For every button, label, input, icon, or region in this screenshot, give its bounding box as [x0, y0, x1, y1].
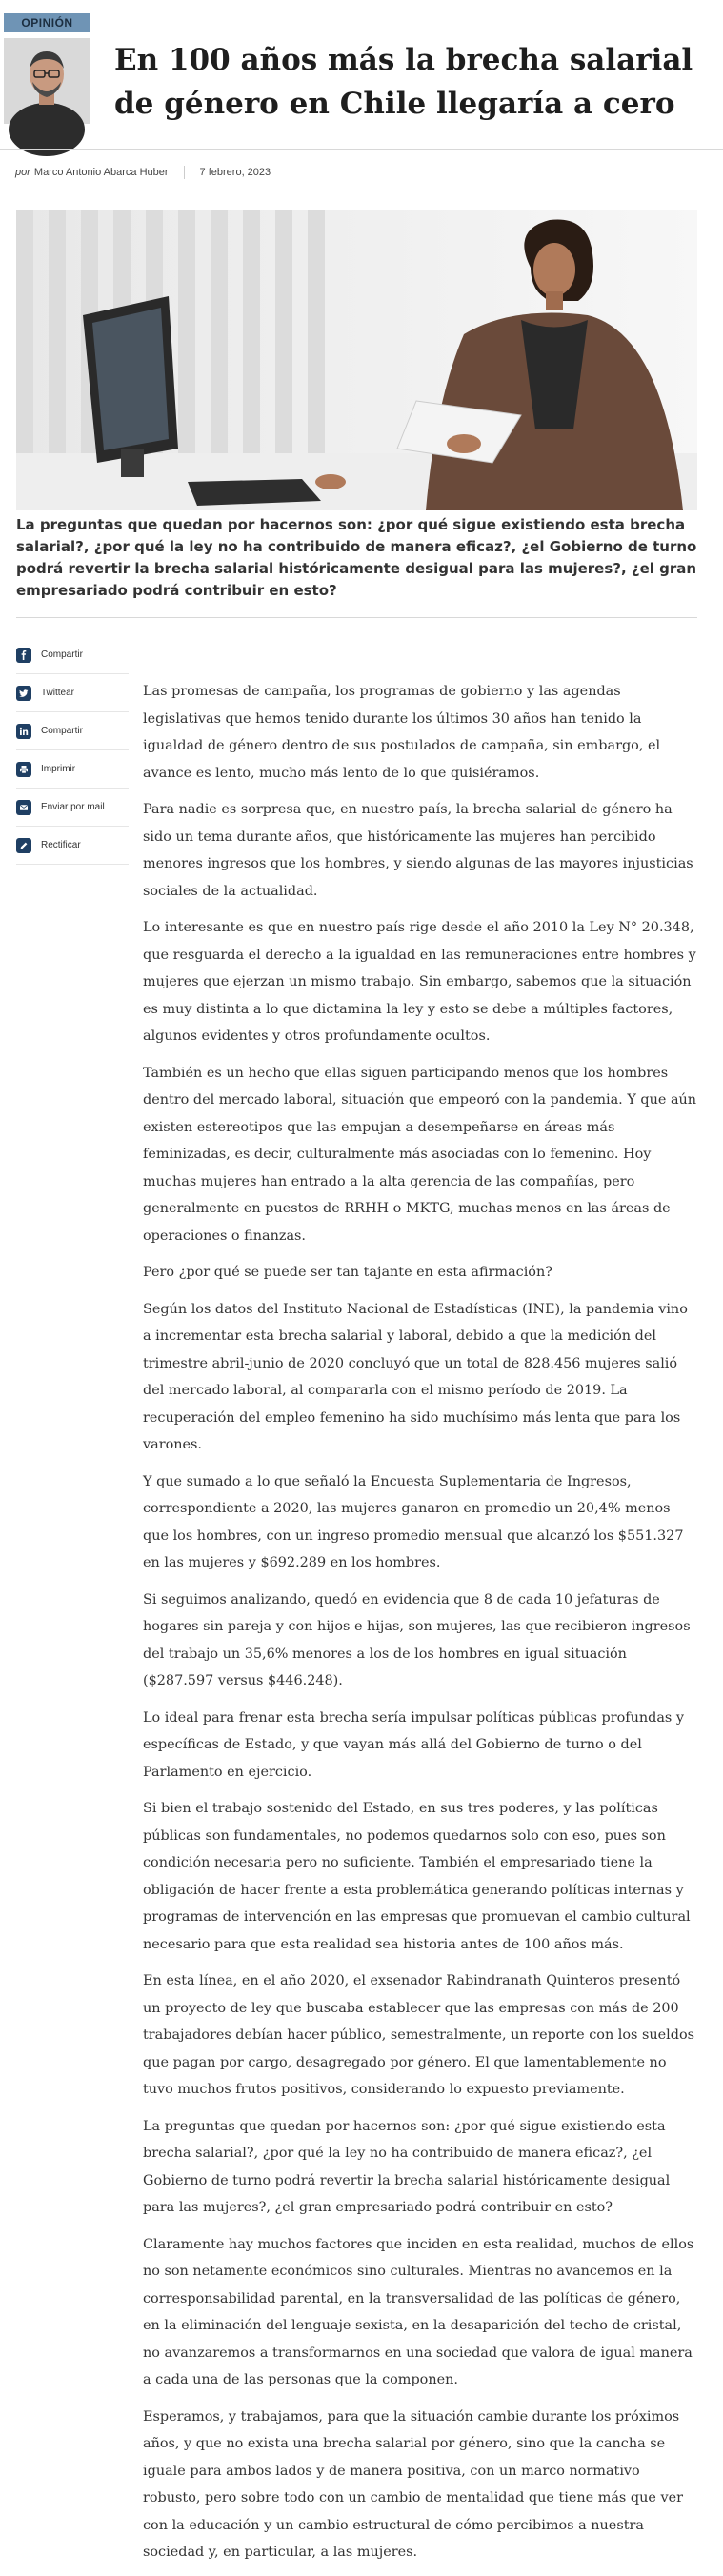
- paragraph: Lo ideal para frenar esta brecha sería impulsar políticas públicas profundas y específicas de Estado, y que vayan más allá del Gobierno de turno o del Parlamento en ejercicio.: [143, 1709, 685, 1780]
- mail-icon: [16, 800, 31, 815]
- paragraph: Esperamos, y trabajamos, para que la situación cambie durante los próximos años, y que no exista una brecha salarial por género, sino que la cancha se iguale para ambos lados y de manera positiva, con un marco normativo robusto, pero sobre todo con un cambio de mentalidad que tiene más que ver con la educación y un cambio estructural de cómo percibimos a nuestra sociedad y, en particular, a las mujeres.: [143, 2408, 683, 2560]
- share-linkedin-button[interactable]: [16, 712, 129, 750]
- byline-separator: [184, 166, 185, 179]
- header-divider: [0, 149, 723, 150]
- share-twitter-button[interactable]: [16, 674, 129, 712]
- section-badge[interactable]: OPINIÓN: [4, 13, 90, 32]
- article-title: En 100 años más la brecha salarial de género en Chile llegaría a cero: [114, 43, 693, 121]
- paragraph: En esta línea, en el año 2020, el exsenador Rabindranath Quinteros presentó un proyecto de ley que buscaba establecer que las empresas con más de 200 trabajadores debían hacer público, semestralmente, un reporte con los sueldos que pagan por cargo, desagregado por género. El que lamentablemente no tuvo muchos frutos positivos, considerando lo expuesto previamente.: [143, 1973, 695, 2097]
- share-label: Imprimir: [41, 764, 76, 774]
- rectify-button[interactable]: [16, 827, 129, 865]
- hero-image: [16, 210, 697, 510]
- facebook-icon: [16, 648, 31, 663]
- share-sidebar: [16, 636, 129, 865]
- author-portrait: [4, 38, 90, 124]
- print-button[interactable]: [16, 750, 129, 789]
- share-label: Compartir: [41, 726, 83, 736]
- caption-divider: [16, 617, 697, 618]
- byline-prefix: por: [15, 167, 30, 178]
- twitter-icon: [16, 686, 31, 701]
- byline: [15, 166, 271, 179]
- share-label: Twittear: [41, 688, 75, 698]
- share-label: Enviar por mail: [41, 802, 105, 812]
- article-body: [143, 678, 697, 2576]
- paragraph: Si seguimos analizando, quedó en evidencia que 8 de cada 10 jefaturas de hogares sin pareja y con hijos e hijas, son mujeres, las que recibieron ingresos del trabajo un 35,6% menores a los de los hombres en igual situación ($287.597 versus $446.248).: [143, 1591, 691, 1688]
- publish-date: 7 febrero, 2023: [199, 167, 271, 178]
- hero-photo-woman-at-computer: [16, 210, 697, 510]
- paragraph: Según los datos del Instituto Nacional de Estadísticas (INE), la pandemia vino a incrementar esta brecha salarial y laboral, debido a que la medición del trimestre abril-junio de 2020 concluyó que un total de 828.456 mujeres salió del mercado laboral, al compararla con el mismo período de 2019. La recuperación del empleo femenino ha sido muchísimo más lenta que para los varones.: [143, 1301, 688, 1452]
- image-caption: La preguntas que quedan por hacernos son: ¿por qué sigue existiendo esta brecha salarial?, ¿por qué la ley no ha contribuido de manera eficaz?, ¿el Gobierno de turno podrá revertir la brecha salarial históricamente desigual para las mujeres?, ¿el gran empresariado podrá contribuir en esto?: [16, 516, 697, 599]
- email-share-button[interactable]: [16, 789, 129, 827]
- paragraph: Si bien el trabajo sostenido del Estado, en sus tres poderes, y las políticas públicas son fundamentales, no podemos quedarnos solo con eso, pues son condición necesaria pero no suficiente. También el empresariado tiene la obligación de hacer frente a esta problemática generando políticas internas y programas de intervención en las empresas que promuevan el cambio cultural necesario para que esta realidad sea historia antes de 100 años más.: [143, 1801, 691, 1952]
- share-label: Compartir: [41, 649, 83, 660]
- share-label: Rectificar: [41, 840, 81, 850]
- paragraph: La preguntas que quedan por hacernos son: ¿por qué sigue existiendo esta brecha salarial?, ¿por qué la ley no ha contribuido de manera eficaz?, ¿el Gobierno de turno podrá revertir la brecha salarial históricamente desigual para las mujeres?, ¿el gran empresariado podrá contribuir en esto?: [143, 2118, 671, 2215]
- paragraph: También es un hecho que ellas siguen participando menos que los hombres dentro del mercado laboral, situación que empeoró con la pandemia. Y que aún existen estereotipos que las empujan a desempeñarse en áreas más feminizadas, es decir, culturalmente más asociadas con lo femenino. Hoy muchas mujeres han entrado a la alta gerencia de las compañías, pero generalmente en puestos de RRHH o MKTG, muchas menos en las áreas de operaciones o finanzas.: [143, 1065, 697, 1244]
- share-facebook-button[interactable]: [16, 636, 129, 674]
- author-name[interactable]: Marco Antonio Abarca Huber: [33, 167, 169, 178]
- linkedin-icon: [16, 724, 31, 739]
- paragraph: Y que sumado a lo que señaló la Encuesta Suplementaria de Ingresos, correspondiente a 2020, las mujeres ganaron en promedio un 20,4% menos que los hombres, con un ingreso promedio mensual que alcanzó los $551.327 en las mujeres y $692.289 en los hombres.: [143, 1473, 684, 1570]
- paragraph: Las promesas de campaña, los programas de gobierno y las agendas legislativas que hemos tenido durante los últimos 30 años han tenido la igualdad de género dentro de sus postulados de campaña, sin embargo, el avance es lento, mucho más lento de lo que quisiéramos.: [143, 684, 661, 781]
- paragraph: Para nadie es sorpresa que, en nuestro país, la brecha salarial de género ha sido un tema durante años, que históricamente las mujeres han percibido menores ingresos que los hombres, y siendo algunas de las mayores injusticias sociales de la actualidad.: [143, 802, 693, 899]
- paragraph: Claramente hay muchos factores que inciden en esta realidad, muchos de ellos no son netamente económicos sino culturales. Mientras no avancemos en la corresponsabilidad parental, en la transversalidad de las políticas de género, en la eliminación del lenguaje sexista, en la desaparición del techo de cristal, no avanzaremos a transformarnos en una sociedad que valora de igual manera a cada una de las personas que la componen.: [143, 2236, 694, 2387]
- author-avatar[interactable]: [4, 38, 90, 124]
- paragraph: Pero ¿por qué se puede ser tan tajante en esta afirmación?: [143, 1265, 552, 1280]
- print-icon: [16, 762, 31, 777]
- paragraph: Lo interesante es que en nuestro país rige desde el año 2010 la Ley N° 20.348, que resguarda el derecho a la igualdad en las remuneraciones entre hombres y mujeres que ejerzan un mismo trabajo. Sin embargo, sabemos que la situación es muy distinta a lo que dictamina la ley y esto se debe a múltiples factores, algunos evidentes y otros profundamente ocultos.: [143, 920, 696, 1044]
- edit-icon: [16, 838, 31, 853]
